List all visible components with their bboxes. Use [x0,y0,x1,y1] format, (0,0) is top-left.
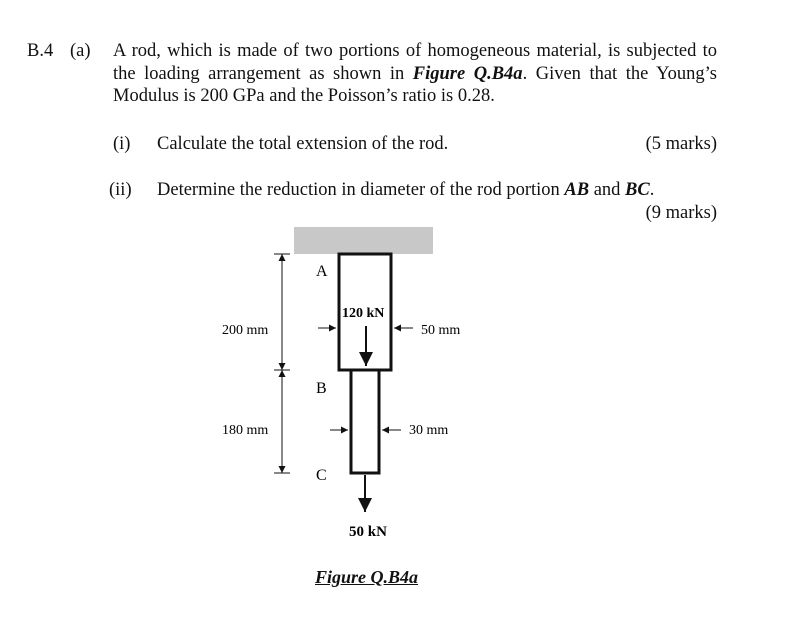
figure-reference: Figure Q.B4a [412,63,523,84]
length-bc-label: 180 mm [222,423,269,438]
label-a: A [316,263,328,280]
sub-ii-ab: AB [564,180,590,200]
length-ab-label: 200 mm [222,323,269,338]
question-number: B.4 [27,41,54,61]
load-end-label: 50 kN [349,524,387,540]
dia-bc-label: 30 mm [409,423,449,438]
sub-i-number: (i) [113,134,131,154]
dimension-ab [274,254,290,370]
dia-ab-label: 50 mm [421,323,461,338]
label-b: B [316,380,327,397]
sub-ii-end: . [649,180,655,200]
load-mid-label: 120 kN [342,306,385,321]
sub-ii-marks: (9 marks) [645,203,717,223]
label-c: C [316,467,327,484]
sub-ii-number: (ii) [109,180,132,200]
intro-text-after: . Given that the Young’s Modulus is 200 GPa and the Poisson’s ratio is 0.28. [113,63,717,106]
fixed-support [294,227,433,254]
sub-i-text: Calculate the total extension of the rod. [157,134,449,154]
sub-ii-text-before: Determine the reduction in diameter of the rod portion [157,180,565,200]
question-part: (a) [70,41,91,61]
sub-i-marks: (5 marks) [645,134,717,154]
figure-caption: Figure Q.B4a [315,567,419,587]
sub-ii-bc: BC [625,180,650,200]
rod-portion-bc [351,370,379,473]
intro-text-before: A rod, which is made of two portions of homogeneous material, is subjected to the loading arrangement as shown in [113,41,717,84]
dimension-bc [274,370,290,473]
sub-ii-and: and [589,180,626,200]
